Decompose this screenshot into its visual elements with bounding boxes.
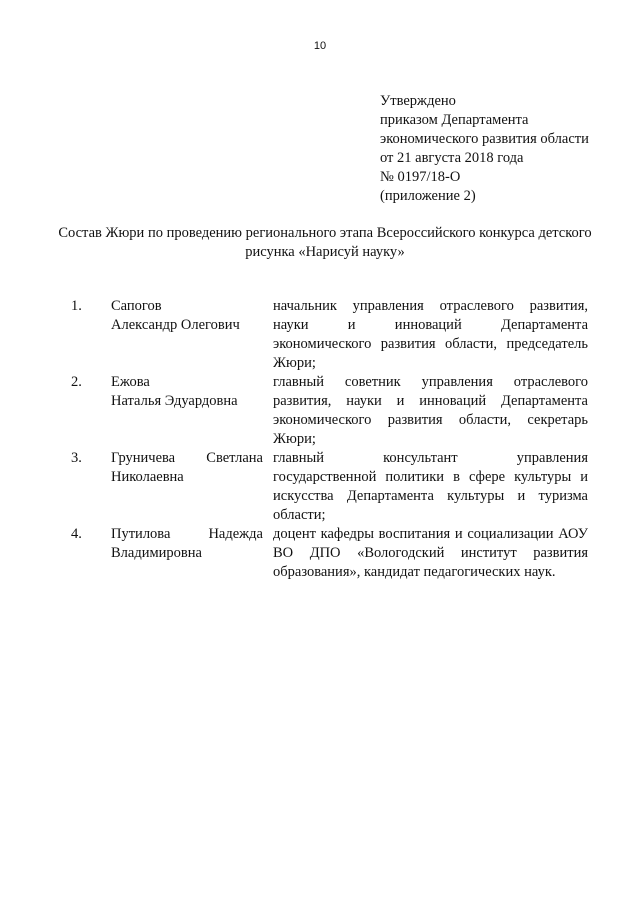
member-name-line: Сапогов xyxy=(111,298,162,314)
member-role xyxy=(273,373,588,449)
jury-member xyxy=(0,525,640,582)
member-name-line: Николаевна xyxy=(111,469,184,485)
member-name-line: Ежова xyxy=(111,374,150,390)
member-role-line: экономического развития области, секретарь xyxy=(273,412,588,428)
page-number: 10 xyxy=(313,40,327,52)
member-role xyxy=(273,297,588,373)
document-title xyxy=(40,224,610,262)
member-name-line: Груничева Светлана xyxy=(111,450,263,466)
approval-line: приказом Департамента xyxy=(380,112,529,128)
title-line: Состав Жюри по проведению регионального этапа Всероссийского конкурса детского xyxy=(58,225,592,241)
approval-block xyxy=(380,92,620,206)
member-role-line: ВО ДПО «Вологодский институт развития xyxy=(273,545,588,561)
member-number: 4. xyxy=(71,526,82,542)
member-role-line: главный консультант управления xyxy=(273,450,588,466)
member-name-line: Наталья Эдуардовна xyxy=(111,393,238,409)
member-role-line: науки и инноваций Департамента xyxy=(273,317,588,333)
jury-member xyxy=(0,449,640,525)
member-role xyxy=(273,449,588,525)
member-role-line: доцент кафедры воспитания и социализации АОУ xyxy=(273,526,588,542)
member-name-line: Владимировна xyxy=(111,545,202,561)
member-role-line: образования», кандидат педагогических наук. xyxy=(273,564,556,580)
approval-line: № 0197/18-О xyxy=(380,169,461,185)
member-number: 2. xyxy=(71,374,82,390)
member-role xyxy=(273,525,588,582)
jury-member xyxy=(0,297,640,373)
member-name xyxy=(111,449,263,487)
member-role-line: экономического развития области, председатель xyxy=(273,336,588,352)
approval-line: Утверждено xyxy=(380,93,456,109)
member-name xyxy=(111,525,263,563)
jury-member xyxy=(0,373,640,449)
member-role-line: главный советник управления отраслевого xyxy=(273,374,588,390)
jury-list xyxy=(0,297,640,582)
member-role-line: искусства Департамента культуры и туризма xyxy=(273,488,588,504)
member-name-line: Путилова Надежда xyxy=(111,526,263,542)
title-line: рисунка «Нарисуй науку» xyxy=(245,244,405,260)
member-number: 3. xyxy=(71,450,82,466)
member-role-line: Жюри; xyxy=(273,355,316,371)
member-role-line: начальник управления отраслевого развития, xyxy=(273,298,588,314)
member-role-line: развития, науки и инноваций Департамента xyxy=(273,393,588,409)
approval-line: (приложение 2) xyxy=(380,188,476,204)
member-name xyxy=(111,297,263,335)
member-number: 1. xyxy=(71,298,82,314)
member-name-line: Александр Олегович xyxy=(111,317,240,333)
member-role-line: Жюри; xyxy=(273,431,316,447)
member-name xyxy=(111,373,263,411)
member-role-line: государственной политики в сфере культуры и xyxy=(273,469,588,485)
approval-line: от 21 августа 2018 года xyxy=(380,150,524,166)
approval-line: экономического развития области xyxy=(380,131,589,147)
member-role-line: области; xyxy=(273,507,326,523)
